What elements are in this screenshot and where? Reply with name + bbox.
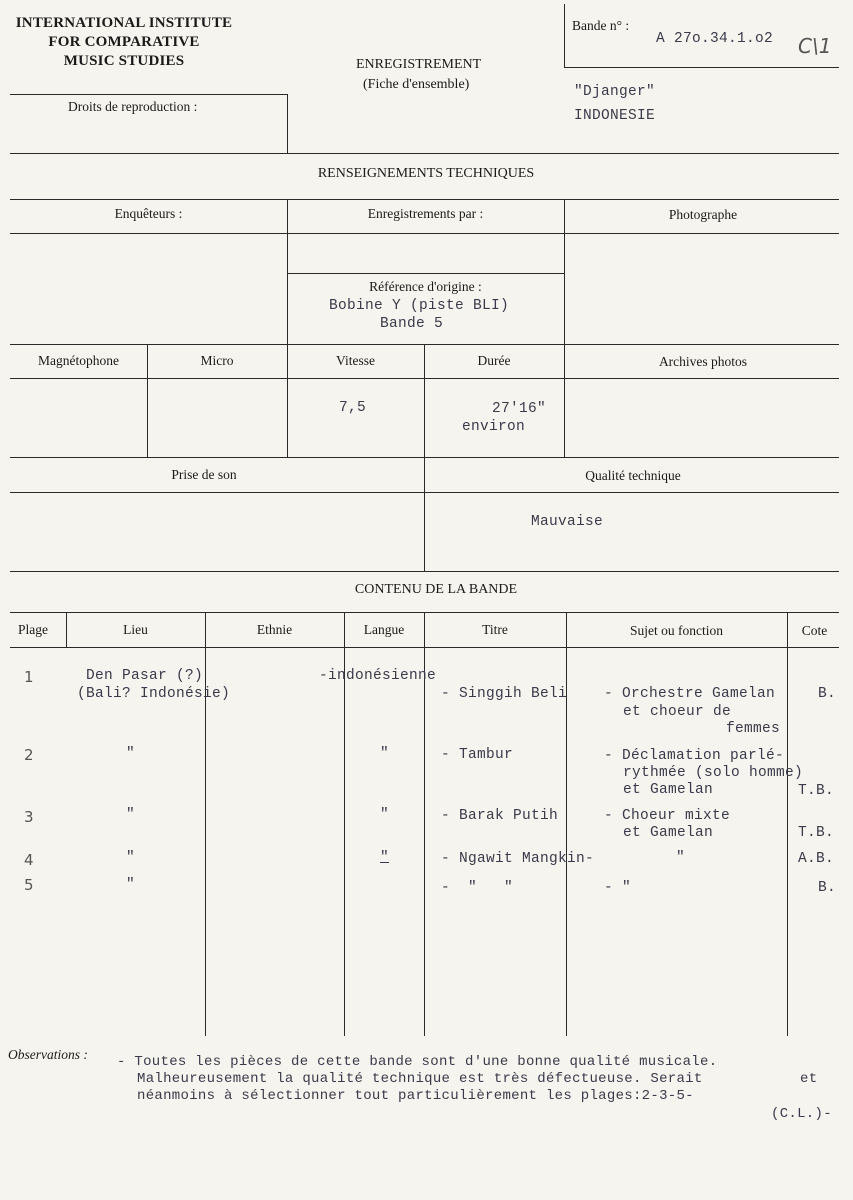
cote-3: T.B. bbox=[798, 825, 835, 841]
observations-label: Observations : bbox=[8, 1047, 88, 1062]
reference-top bbox=[287, 273, 564, 274]
titre-4: - Ngawit Mangkin- bbox=[441, 851, 595, 867]
col-div-2 bbox=[205, 612, 206, 1036]
duree-value-2: environ bbox=[462, 419, 526, 435]
tech-heading: RENSEIGNEMENTS TECHNIQUES bbox=[317, 166, 535, 181]
bande-handwritten: C\1 bbox=[798, 34, 832, 58]
sujet-2-line-3: et Gamelan bbox=[623, 782, 714, 798]
lieu-3: " bbox=[126, 807, 136, 823]
duree-label: Durée bbox=[477, 353, 511, 368]
bande-label: Bande n° : bbox=[572, 18, 630, 33]
photographe-label: Photographe bbox=[668, 207, 738, 222]
observations-line-3: néanmoins à sélectionner tout particulièrement les plages:2-3-5- bbox=[137, 1088, 694, 1104]
droits-right bbox=[287, 94, 288, 153]
plage-4: 4 bbox=[24, 851, 34, 869]
titre-5: - " " bbox=[441, 880, 514, 896]
recording-country: INDONESIE bbox=[574, 108, 656, 124]
cote-5: B. bbox=[818, 880, 837, 896]
observations-line-2: Malheureusement la qualité technique est très défectueuse. Serait bbox=[137, 1071, 703, 1087]
col-sujet: Sujet ou fonction bbox=[630, 623, 723, 638]
qualite-technique-label: Qualité technique bbox=[585, 468, 681, 483]
qualite-value: Mauvaise bbox=[531, 514, 604, 530]
duree-value: 27'16" bbox=[492, 401, 547, 417]
langue-1: -indonésienne bbox=[319, 668, 437, 684]
cote-2: T.B. bbox=[798, 783, 835, 799]
langue-3: " bbox=[380, 807, 390, 823]
titre-3: - Barak Putih bbox=[441, 808, 559, 824]
header-right-divider bbox=[564, 4, 565, 68]
lieu-5: " bbox=[126, 877, 136, 893]
sujet-4: " bbox=[676, 850, 686, 866]
observations-line-1: - Toutes les pièces de cette bande sont d'une bonne qualité musicale. bbox=[117, 1054, 718, 1070]
col-plage: Plage bbox=[18, 622, 48, 637]
reference-line-1: Bobine Y (piste BLI) bbox=[329, 298, 510, 314]
cote-1: B. bbox=[818, 686, 837, 702]
sujet-1-line-2: et choeur de bbox=[623, 704, 732, 720]
titre-1: - Singgih Beli bbox=[441, 686, 568, 702]
reference-line-2: Bande 5 bbox=[380, 316, 444, 332]
col-lieu: Lieu bbox=[123, 622, 148, 637]
cote-4: A.B. bbox=[798, 851, 835, 867]
form-subtitle: (Fiche d'ensemble) bbox=[363, 77, 470, 92]
sujet-2: - Déclamation parlé- bbox=[604, 748, 785, 764]
header-right-bottom bbox=[564, 67, 839, 68]
sujet-1: - Orchestre Gamelan bbox=[604, 686, 776, 702]
institute-line-3: MUSIC STUDIES bbox=[63, 53, 185, 69]
lieu-2: " bbox=[126, 746, 136, 762]
enqueteurs-label: Enquêteurs : bbox=[114, 206, 183, 221]
micro-label: Micro bbox=[200, 353, 234, 368]
recording-name: "Djanger" bbox=[574, 84, 656, 100]
tech-line-6 bbox=[10, 492, 839, 493]
tech-top-line bbox=[10, 199, 839, 200]
prise-de-son-label: Prise de son bbox=[171, 467, 237, 482]
header-bottom-line bbox=[10, 153, 839, 154]
institute-name bbox=[6, 14, 242, 71]
col-div-5 bbox=[566, 612, 567, 1036]
col-div-6 bbox=[787, 612, 788, 1036]
magnetophone-label: Magnétophone bbox=[38, 353, 119, 368]
sujet-5: - " bbox=[604, 880, 632, 896]
lieu-4: " bbox=[126, 850, 136, 866]
langue-2: " bbox=[380, 746, 390, 762]
plage-3: 3 bbox=[24, 808, 34, 826]
langue-4: " bbox=[380, 850, 390, 866]
sujet-3-line-2: et Gamelan bbox=[623, 825, 714, 841]
bande-number: A 27o.34.1.o2 bbox=[656, 31, 774, 47]
observations-line-2b: et bbox=[800, 1071, 818, 1087]
tech-line-2 bbox=[10, 233, 839, 234]
lieu-1-line-2: (Bali? Indonésie) bbox=[77, 686, 231, 702]
institute-line-1: INTERNATIONAL INSTITUTE bbox=[15, 15, 233, 31]
tech-line-4 bbox=[10, 378, 839, 379]
contenu-heading: CONTENU DE LA BANDE bbox=[354, 582, 518, 597]
vitesse-label: Vitesse bbox=[336, 353, 375, 368]
plage-5: 5 bbox=[24, 876, 34, 894]
droits-top bbox=[10, 94, 288, 95]
reference-label: Référence d'origine : bbox=[369, 279, 482, 294]
institute-line-2: FOR COMPARATIVE bbox=[48, 34, 200, 50]
observations-signature: (C.L.)- bbox=[771, 1106, 832, 1122]
plage-1: 1 bbox=[24, 668, 34, 686]
sujet-3: - Choeur mixte bbox=[604, 808, 731, 824]
col-titre: Titre bbox=[482, 622, 508, 637]
col-cote: Cote bbox=[801, 623, 828, 638]
titre-2: - Tambur bbox=[441, 747, 514, 763]
col-langue: Langue bbox=[363, 622, 405, 637]
archives-photos-label: Archives photos bbox=[658, 354, 748, 369]
col-ethnie: Ethnie bbox=[256, 622, 293, 637]
plage-2: 2 bbox=[24, 746, 34, 764]
lieu-1: Den Pasar (?) bbox=[86, 668, 204, 684]
enregistrements-par-label: Enregistrements par : bbox=[367, 206, 484, 221]
sujet-2-line-2: rythmée (solo homme) bbox=[623, 765, 804, 781]
droits-label: Droits de reproduction : bbox=[68, 99, 198, 114]
vitesse-value: 7,5 bbox=[339, 400, 367, 416]
tech-line-7 bbox=[10, 571, 839, 572]
sujet-1-line-3: femmes bbox=[726, 721, 781, 737]
form-title: ENREGISTREMENT bbox=[356, 57, 482, 72]
